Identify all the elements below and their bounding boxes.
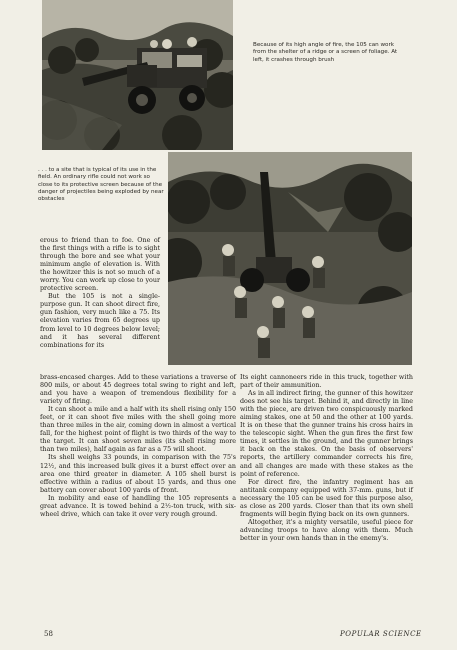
magazine-name: POPULAR SCIENCE bbox=[340, 630, 422, 638]
right-column bbox=[240, 374, 413, 543]
right-paragraph-2: As in all indirect firing, the gunner of this howitzer does not see his target. Behind it, and directly in line with the piece, are driven two conspicuously marked aiming stakes, one at 50 and the other at 100 yards. It is on these that the gunner trains his cross hairs in the telescopic sight. When the gun fires the first few times, it settles in the ground, and the gunner brings it back on the stakes. On the basis of observers' reports, the artillery commander corrects his fire, and all changes are made with these stakes as the point of reference. bbox=[240, 390, 413, 478]
caption-top-right: Because of its high angle of fire, the 105 can work from the shelter of a ridge or a screen of foliage. At left, it crashes through brush bbox=[253, 42, 398, 63]
left-paragraph-3: Its shell weighs 33 pounds, in comparison with the 75's 12½, and this increased bulk gives it a burst effect over an area one third greater in diameter. A 105 shell burst is effective within a radius of about 15 yards, and thus one battery can cover about 100 yards of front. bbox=[40, 454, 236, 494]
right-paragraph-4: Altogether, it's a mighty versatile, useful piece for advancing troops to have along with them. Much better in your own hands than in the enemy's. bbox=[240, 518, 413, 542]
narrow-paragraph-1: erous to friend than to foe. One of the first things with a rifle is to sight through the bore and see what your minimum angle of elevation is. With the howitzer this is not so much of a worry. You can work up close to your protective screen. bbox=[40, 237, 160, 293]
photo-gun-crew-in-foliage-image bbox=[168, 152, 412, 365]
right-paragraph-3: For direct fire, the infantry regiment has an antitank company equipped with 37-mm. guns, but if necessary the 105 can be used for this purpose also, as close as 200 yards. Closer than that its own shell fragments will begin flying back on its own gunners. bbox=[240, 478, 413, 518]
photo-howitzer-in-brush-image bbox=[42, 0, 233, 150]
left-column bbox=[40, 374, 236, 519]
photo-howitzer-in-brush bbox=[42, 0, 233, 150]
page-number: 58 bbox=[44, 630, 53, 638]
narrow-column bbox=[40, 237, 160, 350]
caption-middle-left: . . . to a site that is typical of its use in the field. An ordinary rifle could not work so close to its protective screen because of the danger of projectiles being exploded by near obstacles bbox=[38, 167, 164, 203]
left-paragraph-2: It can shoot a mile and a half with its shell rising only 150 feet, or it can shoot five miles with the shell going more than three miles in the air, coming down in almost a vertical fall, for the highest point of flight is two thirds of the way to the target. It can shoot seven miles (its shell rising more than two miles), half again as far as a 75 will shoot. bbox=[40, 406, 236, 454]
right-paragraph-1: Its eight cannoneers ride in this truck, together with part of their ammunition. bbox=[240, 374, 413, 390]
narrow-paragraph-2: But the 105 is not a single-purpose gun. It can shoot direct fire, gun fashion, very much like a 75. Its elevation varies from 65 degrees up from level to 10 degrees below level; and it has several different combinations for its bbox=[40, 293, 160, 349]
left-paragraph-1: brass-encased charges. Add to these variations a traverse of 800 mils, or about 45 degrees total swing to right and left, and you have a weapon of tremendous flexibility for a variety of firing. bbox=[40, 374, 236, 406]
photo-gun-crew-in-foliage bbox=[168, 152, 412, 365]
left-paragraph-4: In mobility and ease of handling the 105 represents a great advance. It is towed behind a 2½-ton truck, with six-wheel drive, which can take it over very rough ground. bbox=[40, 494, 236, 518]
